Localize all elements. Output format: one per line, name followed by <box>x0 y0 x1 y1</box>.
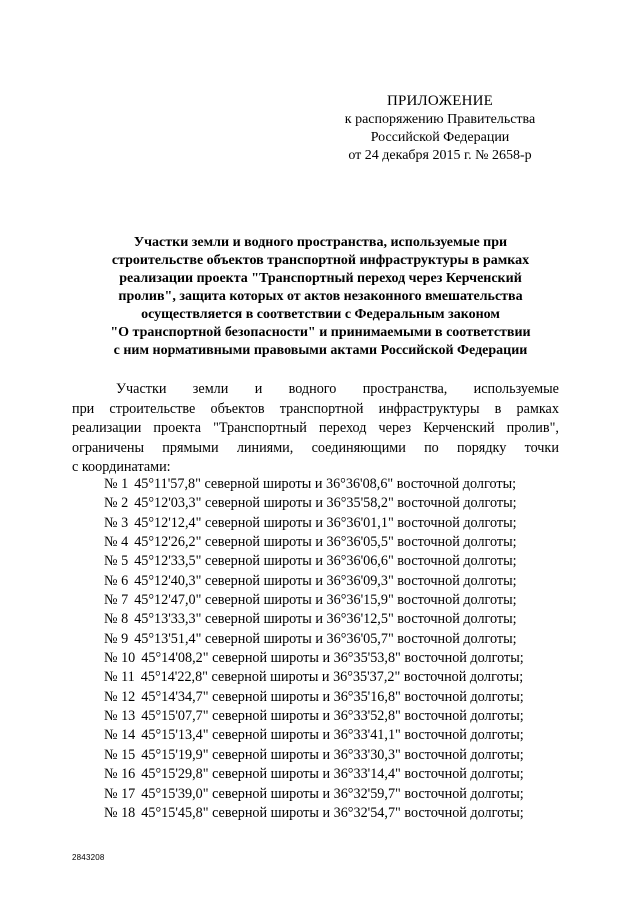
intro-word: рамках <box>516 400 559 417</box>
longitude-value: 36°35'37,2" <box>333 669 401 686</box>
longitude-value: 36°36'06,6" <box>326 553 394 570</box>
point-number: № 5 <box>104 553 129 570</box>
latitude-value: 45°12'26,2" <box>134 534 202 551</box>
coordinate-row <box>104 688 524 707</box>
intro-word: "Транспортный <box>213 420 307 436</box>
intro-word: в <box>494 400 502 417</box>
intro-word: Участки <box>116 381 167 397</box>
longitude-label: восточной долготы; <box>397 592 517 609</box>
latitude-label: северной широты и <box>204 534 323 551</box>
longitude-value: 36°35'58,2" <box>326 495 394 512</box>
point-number: № 3 <box>104 514 129 531</box>
title-line: осуществляется в соответствии с Федеральным законом <box>141 307 500 322</box>
latitude-label: северной широты и <box>212 785 331 802</box>
appendix-title: ПРИЛОЖЕНИЕ <box>386 93 494 109</box>
longitude-label: восточной долготы; <box>404 650 524 667</box>
intro-word: земли <box>192 381 229 397</box>
intro-word: Керченский <box>423 420 495 436</box>
coordinate-row <box>104 649 524 668</box>
latitude-value: 45°15'39,0" <box>141 785 209 802</box>
document-title <box>72 234 569 360</box>
longitude-value: 36°36'01,1" <box>326 514 394 531</box>
latitude-label: северной широты и <box>204 592 323 609</box>
intro-word: ограничены <box>72 439 145 456</box>
longitude-value: 36°32'54,7" <box>333 804 401 821</box>
latitude-value: 45°12'47,0" <box>134 592 202 609</box>
coordinate-row <box>104 591 524 610</box>
point-number: № 14 <box>104 727 136 744</box>
longitude-label: восточной долготы; <box>397 553 517 570</box>
longitude-label: восточной долготы; <box>403 669 524 686</box>
latitude-value: 45°15'29,8" <box>141 766 209 783</box>
latitude-value: 45°12'33,5" <box>134 553 202 570</box>
title-line: Участки земли и водного пространства, используемые при <box>133 235 508 250</box>
longitude-label: восточной долготы; <box>404 804 524 821</box>
longitude-label: восточной долготы; <box>404 785 524 802</box>
latitude-label: северной широты и <box>212 650 331 667</box>
coordinate-row <box>104 746 524 765</box>
latitude-value: 45°14'22,8" <box>140 669 208 686</box>
point-number: № 7 <box>104 592 129 609</box>
latitude-label: северной широты и <box>204 495 323 512</box>
latitude-value: 45°14'08,2" <box>141 650 209 667</box>
longitude-label: восточной долготы; <box>404 766 524 783</box>
intro-line <box>72 380 559 400</box>
intro-word: объектов <box>210 400 265 417</box>
intro-word: транспортной <box>279 400 364 417</box>
intro-word: порядку <box>457 439 507 456</box>
longitude-value: 36°33'41,1" <box>333 727 401 744</box>
title-line: с ним нормативными правовыми актами Российской Федерации <box>113 343 528 358</box>
intro-word: с координатами: <box>72 459 171 475</box>
point-number: № 6 <box>104 572 129 589</box>
latitude-value: 45°12'12,4" <box>134 514 202 531</box>
longitude-value: 36°36'05,7" <box>326 630 394 647</box>
intro-word: проекта <box>153 420 202 436</box>
intro-word: используемые <box>473 381 559 397</box>
coordinate-row <box>104 533 524 552</box>
intro-word: прямыми <box>162 439 219 456</box>
point-number: № 12 <box>104 688 136 705</box>
point-number: № 9 <box>104 630 129 647</box>
intro-word: и <box>254 381 263 397</box>
longitude-value: 36°33'52,8" <box>333 708 401 725</box>
longitude-label: восточной долготы; <box>397 611 517 628</box>
latitude-value: 45°15'19,9" <box>141 746 209 763</box>
longitude-label: восточной долготы; <box>397 572 517 589</box>
longitude-label: восточной долготы; <box>396 476 517 492</box>
intro-word: пролив", <box>506 420 559 436</box>
longitude-label: восточной долготы; <box>404 727 524 744</box>
title-line: реализации проекта "Транспортный переход через Керченский <box>119 271 522 286</box>
latitude-value: 45°13'51,4" <box>134 630 202 647</box>
latitude-label: северной широты и <box>212 727 331 744</box>
coordinate-row <box>104 765 524 784</box>
intro-word: пространства, <box>362 381 448 397</box>
latitude-label: северной широты и <box>204 611 327 628</box>
longitude-value: 36°36'12,5" <box>326 611 394 628</box>
appendix-line-1: к распоряжению Правительства <box>344 112 536 127</box>
latitude-label: северной широты и <box>212 804 331 821</box>
document-code: 2843208 <box>72 853 105 862</box>
longitude-label: восточной долготы; <box>397 495 517 512</box>
latitude-value: 45°13'33,3" <box>134 611 202 628</box>
intro-word: соединяющими <box>311 439 406 456</box>
coordinates-list <box>104 475 524 823</box>
coordinate-row <box>104 668 524 687</box>
longitude-value: 36°36'15,9" <box>326 592 394 609</box>
latitude-value: 45°11'57,8" <box>134 476 201 492</box>
coordinate-row <box>104 610 524 629</box>
longitude-label: восточной долготы; <box>404 746 524 763</box>
latitude-value: 45°12'03,3" <box>134 495 202 512</box>
intro-word: линиями, <box>236 439 294 456</box>
point-number: № 1 <box>104 476 129 492</box>
coordinate-row <box>104 804 524 823</box>
title-line: строительстве объектов транспортной инфраструктуры в рамках <box>111 253 530 268</box>
appendix-line-2: Российской Федерации <box>370 130 510 145</box>
coordinate-row <box>104 552 524 571</box>
point-number: № 18 <box>104 804 136 821</box>
coordinate-row <box>104 707 524 726</box>
latitude-label: северной широты и <box>212 708 331 725</box>
point-number: № 11 <box>104 669 135 686</box>
intro-word: водного <box>288 381 337 397</box>
longitude-label: восточной долготы; <box>397 534 517 551</box>
intro-word: через <box>378 420 412 436</box>
coordinate-row <box>104 630 524 649</box>
longitude-value: 36°35'16,8" <box>333 688 401 705</box>
longitude-value: 36°36'05,5" <box>326 534 394 551</box>
point-number: № 8 <box>104 611 129 628</box>
latitude-value: 45°15'45,8" <box>141 804 209 821</box>
latitude-label: северной широты и <box>204 553 323 570</box>
longitude-label: восточной долготы; <box>404 708 524 725</box>
coordinate-row <box>104 494 524 513</box>
latitude-label: северной широты и <box>204 476 323 492</box>
latitude-label: северной широты и <box>212 688 331 705</box>
latitude-value: 45°14'34,7" <box>141 688 209 705</box>
intro-word: при <box>72 400 95 417</box>
longitude-label: восточной долготы; <box>397 514 517 531</box>
title-line: пролив", защита которых от актов незаконного вмешательства <box>118 289 523 304</box>
latitude-label: северной широты и <box>204 630 323 647</box>
longitude-value: 36°33'30,3" <box>333 746 401 763</box>
latitude-value: 45°15'13,4" <box>141 727 209 744</box>
intro-word: реализации <box>72 420 142 436</box>
intro-line <box>72 439 559 459</box>
longitude-value: 36°33'14,4" <box>333 766 401 783</box>
intro-line <box>72 400 559 420</box>
appendix-header <box>320 92 560 165</box>
intro-word: точки <box>524 439 559 456</box>
latitude-value: 45°12'40,3" <box>134 572 202 589</box>
latitude-label: северной широты и <box>212 766 331 783</box>
coordinate-row <box>104 785 524 804</box>
latitude-label: северной широты и <box>212 746 331 763</box>
longitude-label: восточной долготы; <box>397 630 517 647</box>
point-number: № 2 <box>104 495 129 512</box>
latitude-label: северной широты и <box>211 669 330 686</box>
appendix-line-3: от 24 декабря 2015 г. № 2658-р <box>348 148 532 163</box>
intro-word: по <box>424 439 439 456</box>
latitude-label: северной широты и <box>204 572 323 589</box>
coordinate-row <box>104 475 524 494</box>
longitude-value: 36°36'08,6" <box>325 476 394 492</box>
longitude-value: 36°36'09,3" <box>326 572 394 589</box>
point-number: № 17 <box>104 785 136 802</box>
longitude-value: 36°35'53,8" <box>333 650 401 667</box>
coordinate-row <box>104 726 524 745</box>
latitude-label: северной широты и <box>204 514 323 531</box>
intro-paragraph <box>72 380 559 478</box>
longitude-label: восточной долготы; <box>404 688 524 705</box>
intro-word: инфраструктуры <box>378 400 480 417</box>
intro-line <box>72 419 559 439</box>
coordinate-row <box>104 514 524 533</box>
point-number: № 4 <box>104 534 129 551</box>
point-number: № 13 <box>104 708 136 725</box>
point-number: № 10 <box>104 650 136 667</box>
longitude-value: 36°32'59,7" <box>333 785 401 802</box>
latitude-value: 45°15'07,7" <box>141 708 209 725</box>
point-number: № 15 <box>104 746 136 763</box>
intro-word: строительстве <box>109 400 196 417</box>
intro-word: переход <box>318 420 367 436</box>
title-line: "О транспортной безопасности" и принимаемыми в соответствии <box>110 325 531 340</box>
coordinate-row <box>104 572 524 591</box>
point-number: № 16 <box>104 766 136 783</box>
